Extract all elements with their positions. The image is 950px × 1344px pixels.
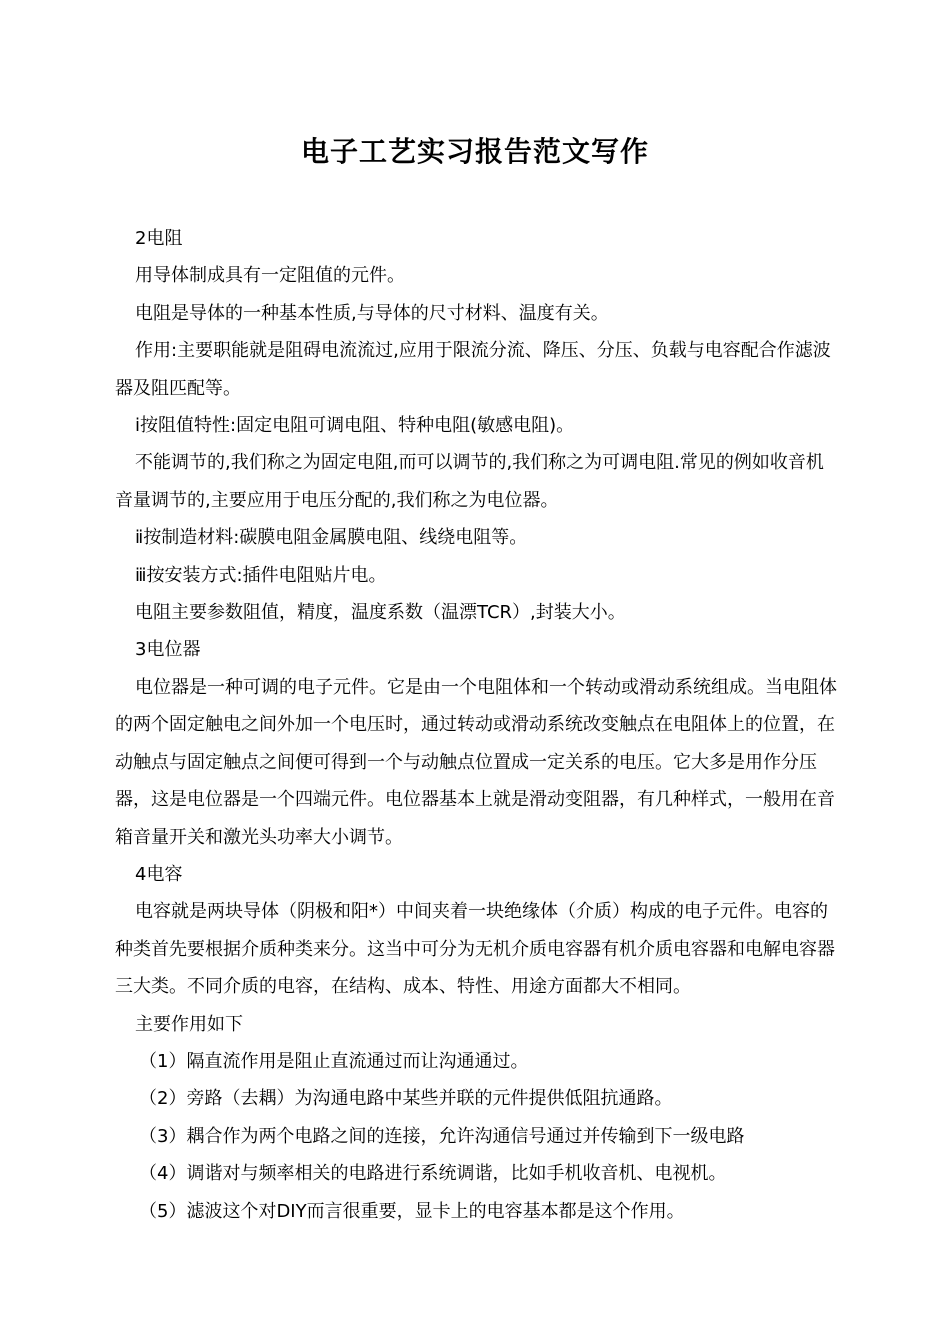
paragraph: 电阻是导体的一种基本性质,与导体的尺寸材料、温度有关。 xyxy=(135,302,609,324)
paragraph: 用导体制成具有一定阻值的元件。 xyxy=(135,265,405,287)
paragraph: 不能调节的,我们称之为固定电阻,而可以调节的,我们称之为可调电阻.常见的例如收音机音量调节的,主要应用于电压分配的,我们称之为电位器。 xyxy=(115,452,824,511)
paragraph: ⅰ按阻值特性:固定电阻可调电阻、特种电阻(敏感电阻)。 xyxy=(135,415,575,437)
list-item: （3）耦合作为两个电路之间的连接，允许沟通信号通过并传输到下一级电路 xyxy=(139,1125,745,1147)
paragraph: ⅱ按制造材料:碳膜电阻金属膜电阻、线绕电阻等。 xyxy=(135,527,528,549)
paragraph: 主要作用如下 xyxy=(135,1013,243,1035)
paragraph: ⅲ按安装方式:插件电阻贴片电。 xyxy=(135,564,387,586)
paragraph: 电阻主要参数阻值，精度，温度系数（温漂TCR）,封装大小。 xyxy=(135,602,626,624)
document-title: 电子工艺实习报告范文写作 xyxy=(300,135,649,168)
section-heading-potentiometer: 3电位器 xyxy=(135,639,201,661)
list-item: （5）滤波这个对DIY而言很重要，显卡上的电容基本都是这个作用。 xyxy=(139,1200,685,1222)
section-heading-capacitor: 4电容 xyxy=(135,863,183,885)
list-item: （4）调谐对与频率相关的电路进行系统调谐，比如手机收音机、电视机。 xyxy=(139,1163,727,1185)
section-heading-resistor: 2电阻 xyxy=(135,228,183,249)
paragraph: 电位器是一种可调的电子元件。它是由一个电阻体和一个转动或滑动系统组成。当电阻体的两个固定触电之间外加一个电压时，通过转动或滑动系统改变触点在电阻体上的位置，在动触点与固定触点之间便可得到一个与动触点位置成一定关系的电压。它大多是用作分压器，这是电位器是一个四端元件。电位器基本上就是滑动变阻器，有几种样式，一般用在音箱音量开关和激光头功率大小调节。 xyxy=(115,676,837,848)
list-item: （2）旁路（去耦）为沟通电路中某些并联的元件提供低阻抗通路。 xyxy=(139,1088,673,1110)
list-item: （1）隔直流作用是阻止直流通过而让沟通通过。 xyxy=(139,1050,529,1072)
document-body xyxy=(115,220,840,1230)
paragraph: 作用:主要职能就是阻碍电流流过,应用于限流分流、降压、分压、负载与电容配合作滤波器及阻匹配等。 xyxy=(115,340,831,399)
paragraph: 电容就是两块导体（阴极和阳*）中间夹着一块绝缘体（介质）构成的电子元件。电容的种类首先要根据介质种类来分。这当中可分为无机介质电容器有机介质电容器和电解电容器三大类。不同介质的电容，在结构、成本、特性、用途方面都大不相同。 xyxy=(115,901,835,998)
